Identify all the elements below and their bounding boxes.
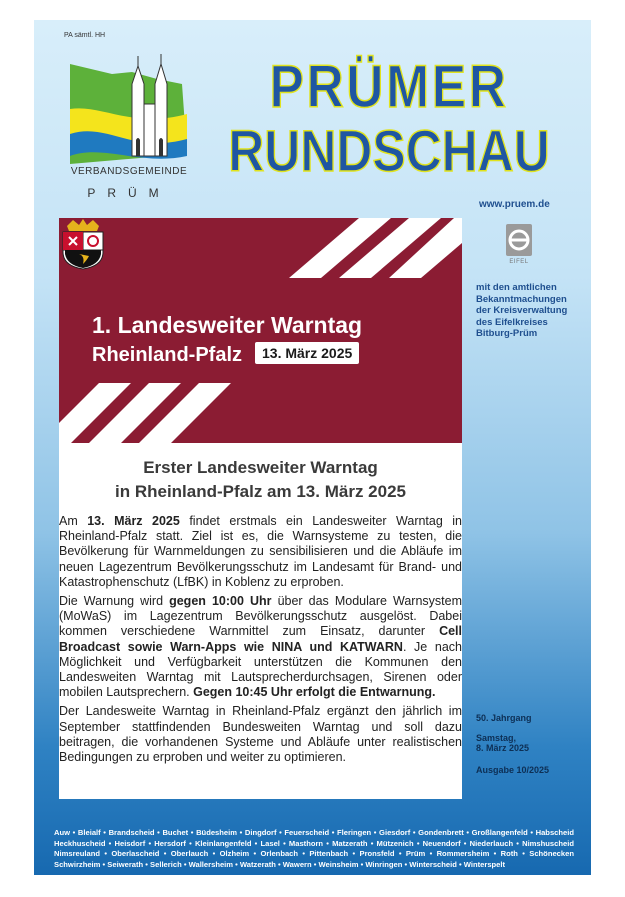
article-headline	[59, 456, 462, 504]
text-emphasis: 13. März 2025	[87, 514, 180, 528]
info-line: Bekanntmachungen	[476, 293, 567, 305]
jahrgang: 50. Jahrgang	[476, 713, 532, 723]
pa-note: PA sämtl. HH	[64, 32, 106, 39]
eifel-logo-icon	[504, 222, 534, 274]
vg-city: PRÜM	[87, 186, 171, 200]
info-line: des Eifelkreises	[476, 316, 548, 328]
headline-line: Erster Landesweiter Warntag	[143, 458, 378, 477]
article-body	[59, 514, 462, 769]
vg-name: VERBANDSGEMEINDE	[70, 166, 188, 177]
text-run: Am	[59, 514, 88, 528]
issue-day: 8. März 2025	[476, 743, 530, 753]
text-emphasis: gegen 10:00 Uhr	[169, 594, 272, 609]
lead-article	[59, 218, 462, 799]
info-line: mit den amtlichen	[476, 282, 557, 293]
article-paragraph-1	[59, 514, 462, 590]
eifel-label: EIFEL	[509, 259, 529, 265]
article-paragraph-2	[59, 594, 462, 700]
member-towns-list: Auw • Bleialf • Brandscheid • Buchet • Büdesheim • Dingdorf • Feuerscheid • Fleringen • Giesdorf • Gondenbrett • Großlangenfeld • Habscheid Heckhuscheid • Heisdorf • Hersdorf • Kleinlangenfeld • Lasel • Masthorn • Matzerath • Mützenich • Neuendorf • Niederlauch • Nimshuscheid Nimsreuland • Oberlascheid • Oberlauch • Olzheim • Orlenbach • Pittenbach • Pronsfeld • Prüm • Rommersheim • Roth • Schönecken Schwirzheim • Seiwerath • Sellerich • Wallersheim • Watzerath • Wawern • Weinsheim • Winringen • Winterscheid • Winterspelt	[54, 828, 574, 869]
text-emphasis: Cell Broadcast sowie Warn-Apps wie NINA und KATWARN	[59, 624, 462, 654]
text-emphasis: Gegen 10:45 Uhr erfolgt die Entwarnung.	[193, 685, 436, 700]
issue-number: Ausgabe 10/2025	[476, 765, 550, 775]
masthead-title-line2: RUNDSCHAU	[228, 119, 550, 184]
newspaper-page	[34, 20, 591, 875]
warntag-banner	[59, 218, 462, 443]
info-line: der Kreisverwaltung	[476, 305, 568, 316]
coat-of-arms-icon	[59, 218, 107, 270]
issue-date	[476, 733, 529, 753]
info-line: Bitburg-Prüm	[476, 328, 538, 339]
article-paragraph-3: Der Landesweite Warntag in Rheinland-Pfalz ergänzt den jährlich im September stattfindenden Bundesweiten Warntag und soll dazu beitragen, die vorhandenen Systeme und Abläufe unter realistischen Bedingungen zu erproben und weiter zu optimieren.	[59, 704, 462, 765]
banner-date-badge: 13. März 2025	[255, 342, 359, 364]
website-link[interactable]: www.pruem.de	[479, 199, 550, 210]
text-run: findet erstmals ein Landesweiter Warntag in Rheinland-Pfalz statt. Ziel ist es, die Warnsysteme zu testen, die Bevölkerung für Warnmeldungen zu sensibilisieren und die Abläufe im neuen Lagezentrum Bevölkerungsschutz im Landesamt für Brand- und Katastrophenschutz (LfBK) in Koblenz zu erproben.	[59, 514, 463, 589]
text-run: . Je nach Möglichkeit und Verfügbarkeit unterstützen die Kommunen den Landesweiten Warntag mit Lautsprecherdurchsagen, Sirenen oder mobilen Lautsprechern.	[59, 639, 462, 700]
headline-line: in Rheinland-Pfalz am 13. März 2025	[115, 482, 406, 501]
issue-weekday: Samstag,	[476, 733, 517, 743]
text-run: Die Warnung wird	[59, 594, 170, 609]
masthead-title-line1: PRÜMER	[269, 53, 509, 120]
publisher-info	[476, 282, 588, 340]
banner-subtitle: Rheinland-Pfalz	[92, 344, 243, 366]
text-run: über das Modulare Warnsystem (MoWaS) im Lagezentrum Bevölkerungsschutz ausgelöst. Dabei kommen verschiedene Warnmittel zum Einsatz, darunter	[59, 594, 462, 639]
banner-title: 1. Landesweiter Warntag	[92, 312, 363, 338]
